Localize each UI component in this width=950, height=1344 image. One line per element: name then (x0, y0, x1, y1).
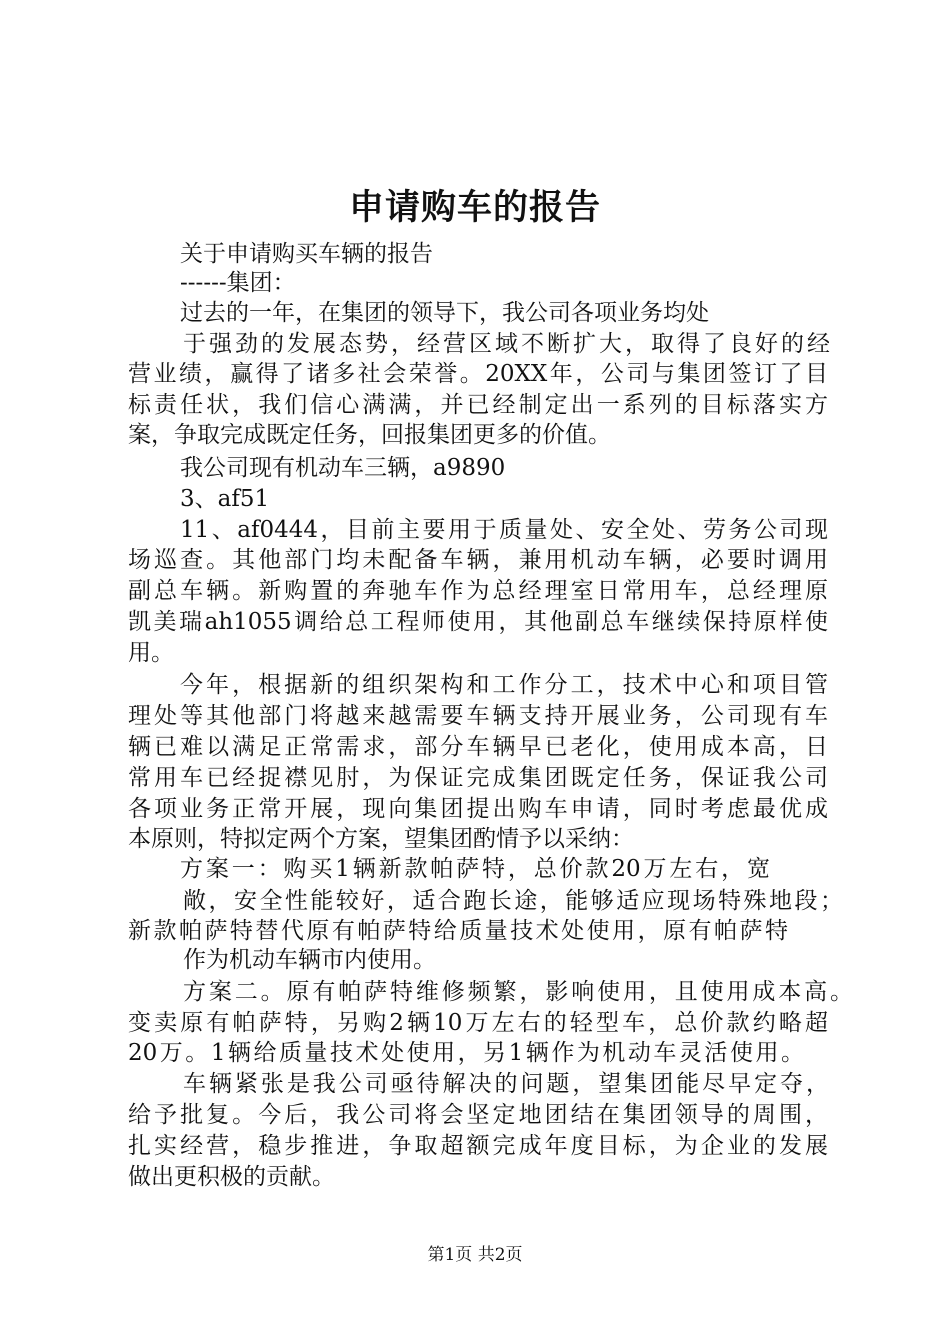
text-line: 车辆紧张是我公司亟待解决的问题，望集团能尽早定夺， (183, 1071, 829, 1097)
text-line: 我公司现有机动车三辆，a9890 (180, 455, 506, 481)
text-line: 理处等其他部门将越来越需要车辆支持开展业务，公司现有车 (128, 703, 828, 729)
text-line: 3、af51 (180, 486, 270, 512)
text-line: 营业绩，赢得了诸多社会荣誉。20XX年，公司与集团签订了目 (128, 361, 828, 387)
text-line: 场巡查。其他部门均未配备车辆，兼用机动车辆，必要时调用 (128, 547, 828, 573)
text-line: ------集团： (180, 270, 296, 296)
text-line: 新款帕萨特替代原有帕萨特给质量技术处使用，原有帕萨特 (128, 918, 788, 944)
text-line: 辆已难以满足正常需求，部分车辆早已老化，使用成本高，日 (128, 734, 828, 760)
text-line: 过去的一年，在集团的领导下，我公司各项业务均处 (180, 300, 709, 326)
text-line: 作为机动车辆市内使用。 (183, 947, 436, 973)
text-line: 凯美瑞ah1055调给总工程师使用，其他副总车继续保持原样使 (128, 609, 828, 635)
text-line: 方案一：购买1辆新款帕萨特，总价款20万左右，宽 (180, 856, 770, 882)
text-line: 本原则，特拟定两个方案，望集团酌情予以采纳： (128, 826, 634, 852)
text-line: 扎实经营，稳步推进，争取超额完成年度目标，为企业的发展 (128, 1133, 828, 1159)
text-line: 常用车已经捉襟见肘，为保证完成集团既定任务，保证我公司 (128, 765, 828, 791)
text-line: 标责任状，我们信心满满，并已经制定出一系列的目标落实方 (128, 392, 828, 418)
text-line: 案，争取完成既定任务，回报集团更多的价值。 (128, 422, 611, 448)
text-line: 给予批复。今后，我公司将会坚定地团结在集团领导的周围， (128, 1102, 828, 1128)
text-line: 20万。1辆给质量技术处使用，另1辆作为机动车灵活使用。 (128, 1040, 804, 1066)
text-line: 变卖原有帕萨特，另购2辆10万左右的轻型车，总价款约略超 (128, 1010, 828, 1036)
text-line: 今年，根据新的组织架构和工作分工，技术中心和项目管 (180, 672, 828, 698)
page-footer: 第1页 共2页 (427, 1245, 523, 1265)
document-title: 申请购车的报告 (348, 188, 601, 228)
text-line: 关于申请购买车辆的报告 (180, 241, 433, 267)
text-line: 副总车辆。新购置的奔驰车作为总经理室日常用车，总经理原 (128, 578, 828, 604)
text-line: 方案二。原有帕萨特维修频繁，影响使用，且使用成本高。 (183, 979, 853, 1005)
text-line: 敞，安全性能较好，适合跑长途，能够适应现场特殊地段； (183, 888, 843, 914)
text-line: 做出更积极的贡献。 (128, 1164, 335, 1190)
text-line: 11、af0444，目前主要用于质量处、安全处、劳务公司现 (180, 517, 828, 543)
text-line: 各项业务正常开展，现向集团提出购车申请，同时考虑最优成 (128, 796, 828, 822)
text-line: 于强劲的发展态势，经营区域不断扩大，取得了良好的经 (183, 331, 830, 357)
text-line: 用。 (128, 640, 174, 666)
